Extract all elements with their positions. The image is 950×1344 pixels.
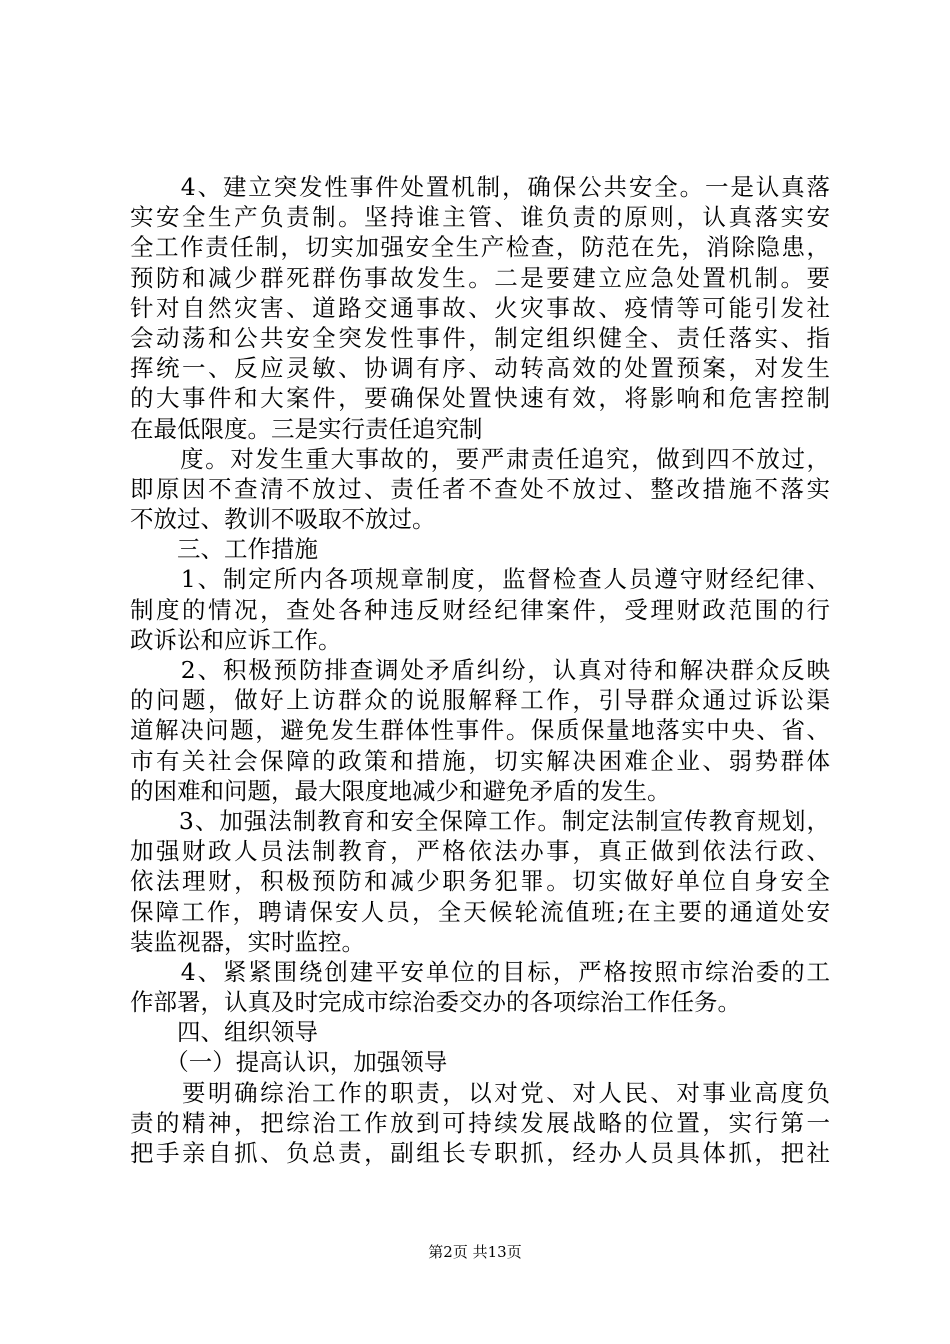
text-line: （一）提高认识，加强领导 (130, 1048, 448, 1077)
text-line: 的问题，做好上访群众的说服解释工作，引导群众通过诉讼渠 (130, 686, 830, 715)
page-footer: 第2页 共13页 (428, 1243, 522, 1261)
text-line: 道解决问题，避免发生群体性事件。保质保量地落实中央、省、 (130, 716, 830, 745)
text-line: 保障工作，聘请保安人员，全天候轮流值班;在主要的通道处安 (130, 897, 830, 926)
text-line: 市有关社会保障的政策和措施，切实解决困难企业、弱势群体 (130, 746, 830, 775)
text-line: 不放过、教训不吸取不放过。 (130, 505, 436, 534)
text-line: 4、紧紧围绕创建平安单位的目标，严格按照市综治委的工 (130, 957, 830, 986)
body-text (130, 172, 830, 1168)
text-line: 4、建立突发性事件处置机制，确保公共安全。一是认真落 (130, 173, 830, 201)
text-line: 政诉讼和应诉工作。 (130, 625, 342, 654)
text-line: 挥统一、反应灵敏、协调有序、动转高效的处置预案，对发生 (130, 354, 830, 383)
text-line: 加强财政人员法制教育，严格依法办事，真正做到依法行政、 (130, 837, 830, 866)
text-line: 要明确综治工作的职责，以对党、对人民、对事业高度负 (130, 1078, 830, 1107)
text-line: 针对自然灾害、道路交通事故、火灾事故、疫情等可能引发社 (130, 293, 830, 322)
text-line: 责的精神，把综治工作放到可持续发展战略的位置，实行第一 (130, 1108, 830, 1137)
text-line: 三、工作措施 (130, 535, 318, 564)
text-line: 的困难和问题，最大限度地减少和避免矛盾的发生。 (130, 776, 671, 805)
text-line: 实安全生产负责制。坚持谁主管、谁负责的原则，认真落实安 (130, 203, 830, 232)
text-line: 1、制定所内各项规章制度，监督检查人员遵守财经纪律、 (130, 565, 830, 594)
text-line: 作部署，认真及时完成市综治委交办的各项综治工作任务。 (130, 988, 741, 1017)
text-line: 3、加强法制教育和安全保障工作。制定法制宣传教育规划， (130, 806, 830, 835)
text-line: 全工作责任制，切实加强安全生产检查，防范在先，消除隐患， (130, 233, 830, 262)
text-line: 预防和减少群死群伤事故发生。二是要建立应急处置机制。要 (130, 263, 830, 292)
text-line: 装监视器，实时监控。 (130, 927, 365, 956)
text-line: 四、组织领导 (130, 1018, 318, 1047)
text-line: 2、积极预防排查调处矛盾纠纷，认真对待和解决群众反映 (130, 656, 830, 684)
text-line: 即原因不查清不放过、责任者不查处不放过、整改措施不落实 (130, 474, 830, 503)
text-line: 把手亲自抓、负总责，副组长专职抓，经办人员具体抓，把社 (130, 1139, 830, 1167)
text-line: 会动荡和公共安全突发性事件，制定组织健全、责任落实、指 (130, 323, 830, 352)
text-line: 的大事件和大案件，要确保处置快速有效，将影响和危害控制 (130, 384, 830, 413)
text-line: 制度的情况，查处各种违反财经纪律案件，受理财政范围的行 (130, 595, 830, 624)
text-line: 在最低限度。三是实行责任追究制 (130, 414, 483, 443)
text-line: 度。对发生重大事故的，要严肃责任追究，做到四不放过， (130, 444, 830, 473)
text-line: 依法理财，积极预防和减少职务犯罪。切实做好单位自身安全 (130, 867, 830, 896)
